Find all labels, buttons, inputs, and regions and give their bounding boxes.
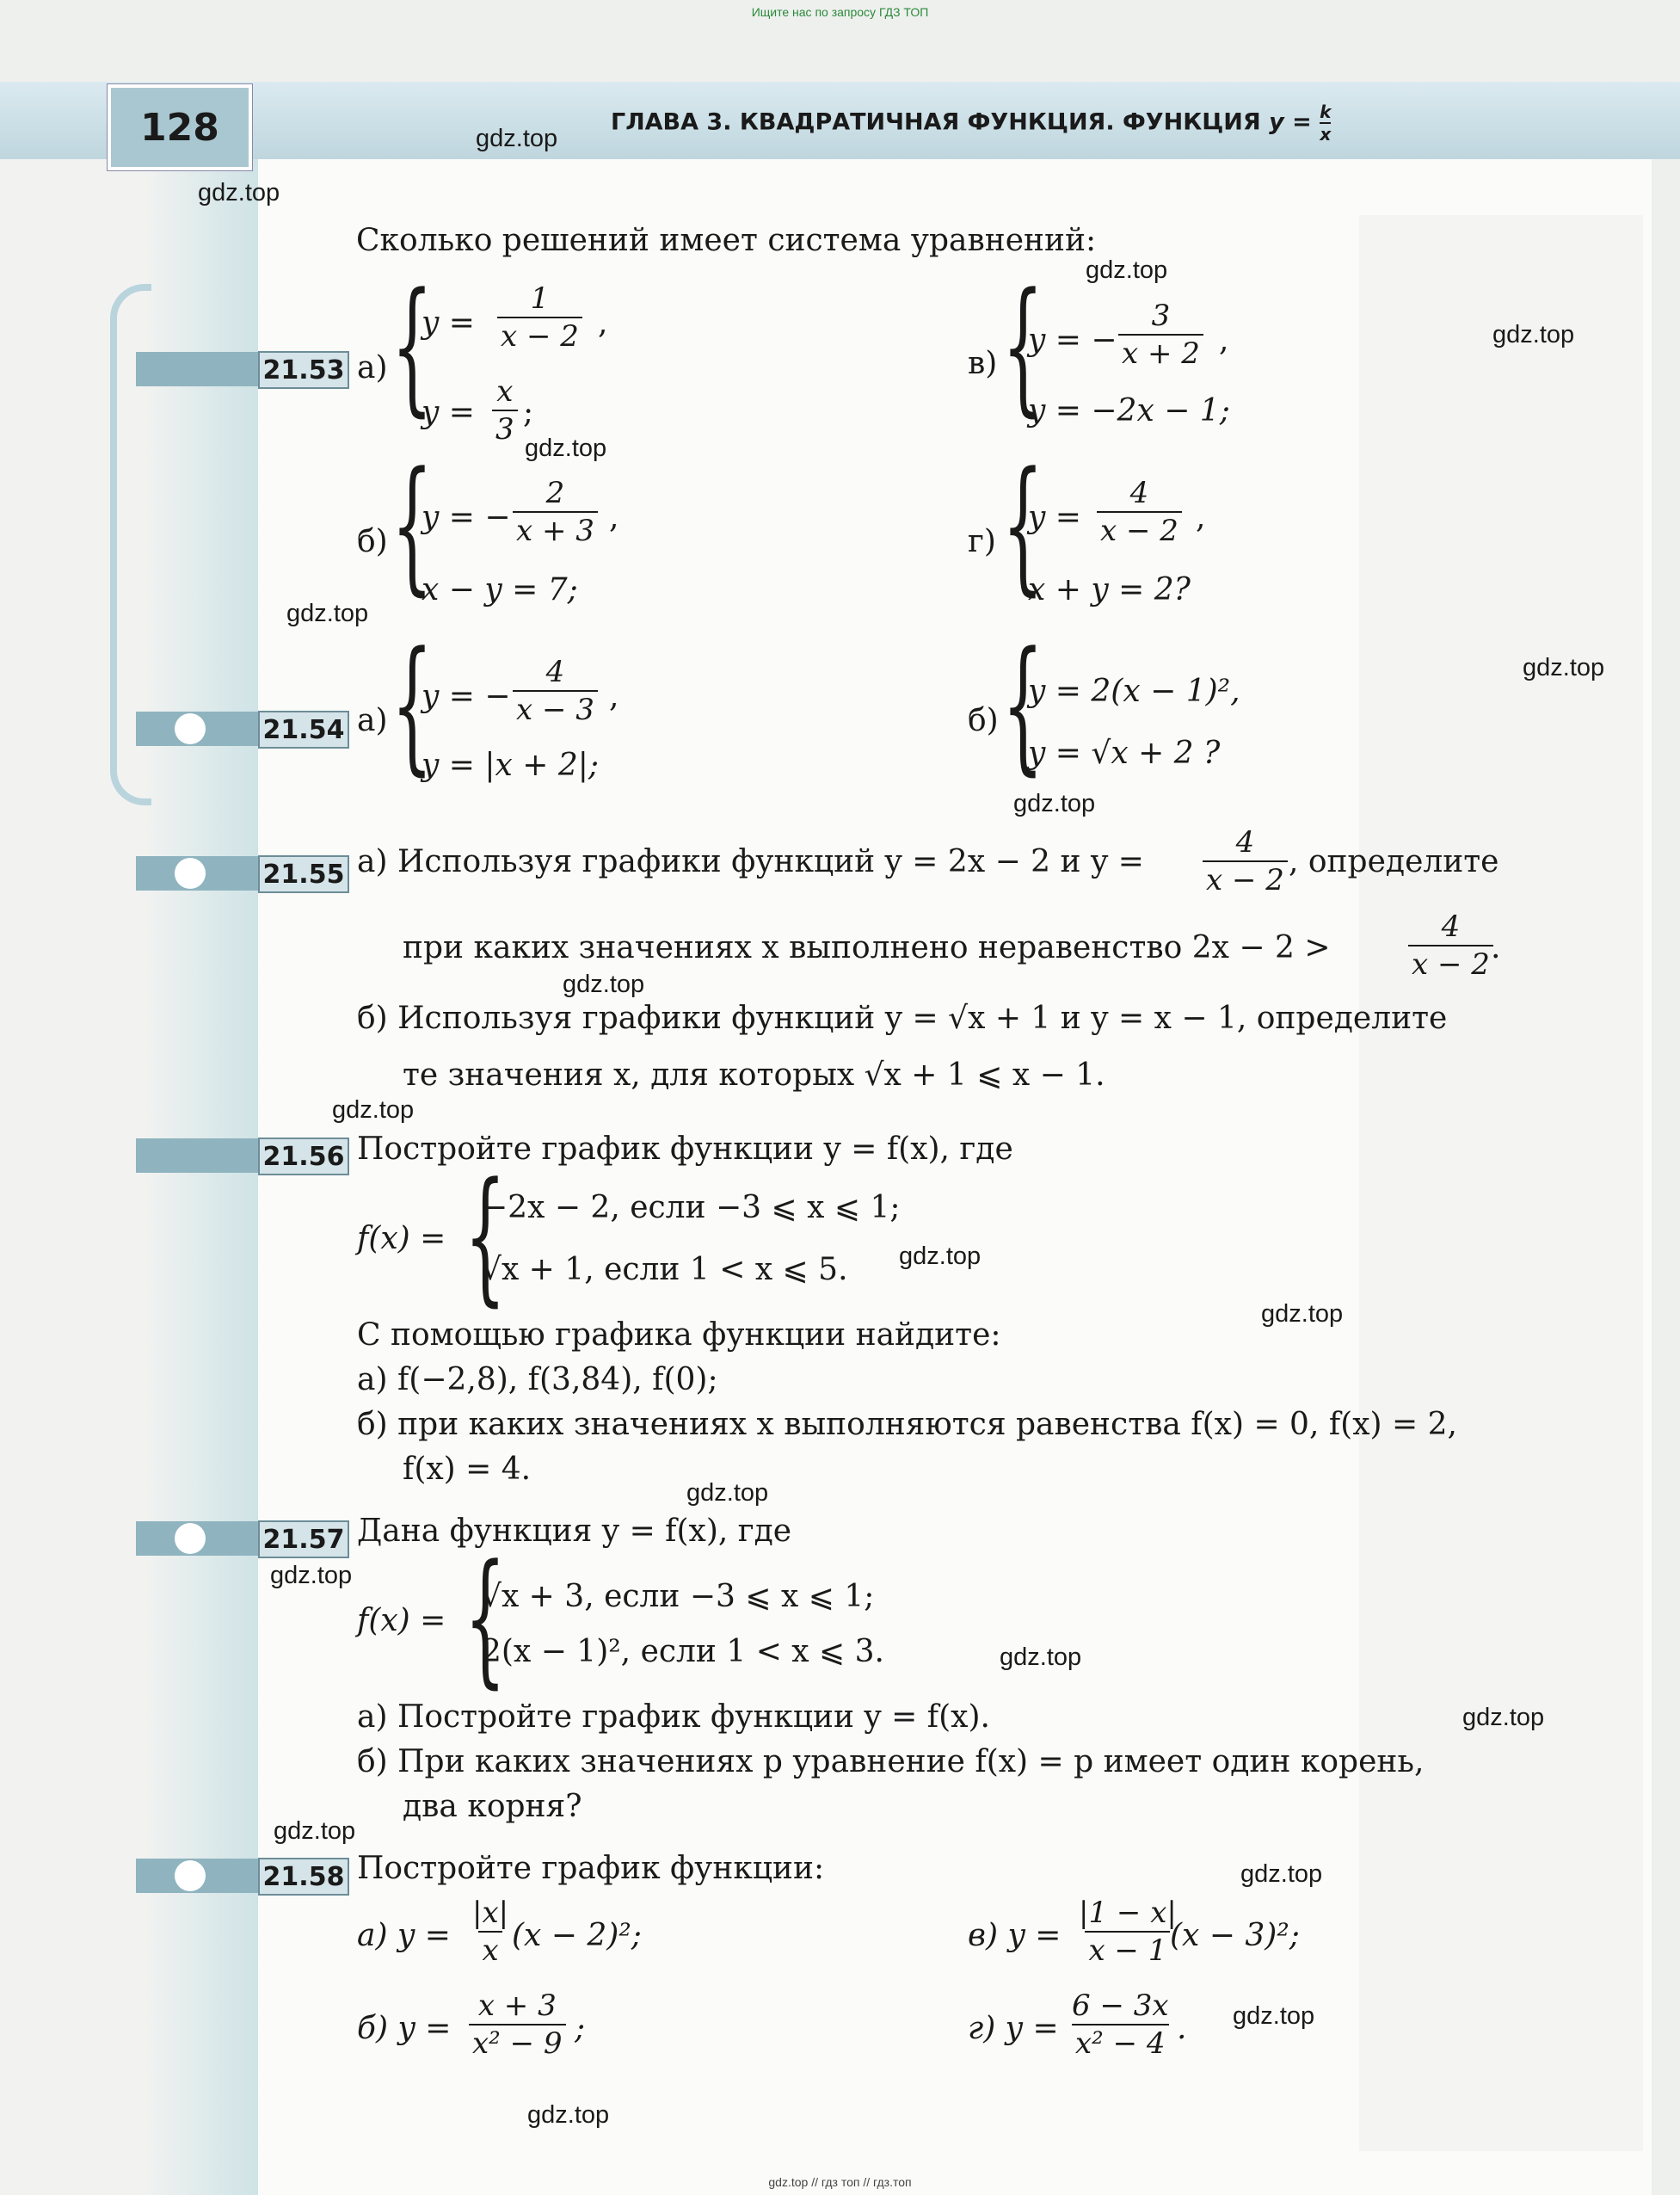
piecewise-case: √x + 1, если 1 < x ⩽ 5.: [482, 1252, 848, 1287]
problem-number: 21.54: [258, 711, 349, 749]
watermark: gdz.top: [1013, 790, 1096, 817]
chapter-frac-den: x: [1320, 124, 1332, 145]
problem-text: а) Используя графики функций y = 2x − 2 и y =: [357, 844, 1144, 879]
problem-text: Дана функция y = f(x), где: [357, 1514, 792, 1549]
problem-text: те значения x, для которых √x + 1 ⩽ x − 1.: [403, 1057, 1105, 1093]
system-brace: {: [1002, 441, 1044, 609]
eq-line: y = −2x − 1;: [1028, 393, 1230, 429]
bottom-note: gdz.top // гдз топ // гдз.топ: [768, 2175, 912, 2189]
numerator: 1: [530, 281, 550, 316]
problem-number: 21.57: [258, 1520, 349, 1558]
denominator: x − 2: [1408, 945, 1493, 979]
eq-lhs: y =: [422, 395, 475, 430]
option-label: б): [968, 703, 999, 738]
problem-text: при каких значениях x выполнено неравенство 2x − 2 >: [403, 930, 1331, 965]
chapter-title: [611, 102, 1331, 145]
bleed-through-shadow: [1359, 215, 1643, 2151]
fraction: [513, 478, 598, 546]
denominator: x − 2: [1097, 511, 1182, 546]
denominator: x² − 4: [1072, 2024, 1169, 2058]
page-number: 128: [108, 84, 252, 170]
chapter-label: ГЛАВА 3.: [611, 108, 732, 136]
watermark: gdz.top: [563, 971, 645, 998]
problem-text: два корня?: [403, 1789, 582, 1824]
option-expr: а) y =: [357, 1918, 451, 1953]
option-expr: (x − 2)²;: [512, 1918, 642, 1953]
punct: ,: [609, 679, 619, 714]
fraction: [1408, 909, 1493, 982]
system-brace: {: [391, 262, 434, 430]
option-expr: г) y =: [968, 2011, 1059, 2046]
numerator: 4: [1441, 909, 1461, 944]
problem-text: , определите: [1289, 844, 1499, 879]
system-brace: {: [391, 441, 434, 609]
system-brace: {: [391, 620, 434, 789]
punct: ,: [609, 500, 619, 535]
eq-line: x − y = 7;: [422, 572, 578, 607]
problem-text: б) Используя графики функций y = √x + 1 и y = x − 1, определите: [357, 1001, 1448, 1036]
fraction: [1075, 1896, 1180, 1968]
problem-text: б) При каких значениях p уравнение f(x) = p имеет один корень,: [357, 1744, 1425, 1779]
intro-text: Сколько решений имеет система уравнений:: [356, 223, 1097, 258]
watermark: gdz.top: [1492, 321, 1575, 348]
option-label: б): [357, 524, 388, 559]
fx-label: f(x) =: [357, 1603, 446, 1638]
punct: ;: [523, 395, 534, 430]
punct: ,: [1196, 500, 1206, 535]
chapter-fraction: [1320, 102, 1331, 145]
denominator: x² − 9: [469, 2024, 566, 2058]
piecewise-brace: {: [465, 1533, 507, 1702]
problem-number: 21.58: [258, 1858, 349, 1896]
difficulty-dot: [175, 858, 206, 889]
eq-line: y = |x + 2|;: [422, 748, 600, 783]
system-brace: {: [1002, 620, 1044, 789]
fraction: [1068, 1988, 1172, 2061]
denominator: x − 1: [1085, 1931, 1170, 1965]
watermark: gdz.top: [286, 600, 369, 627]
denominator: x − 2: [1203, 860, 1288, 895]
eq-lhs: y = −: [422, 500, 511, 535]
punct: ,: [1219, 323, 1229, 358]
denominator: x + 2: [1118, 334, 1203, 368]
numerator: 2: [545, 476, 565, 510]
chapter-frac-num: k: [1320, 102, 1332, 122]
option-label: а): [357, 350, 388, 385]
problem-text: Постройте график функции:: [357, 1851, 825, 1886]
fraction: [513, 655, 598, 727]
numerator: x: [496, 374, 514, 409]
difficulty-dot: [175, 713, 206, 744]
option-expr: (x − 3)²;: [1170, 1918, 1300, 1953]
fraction: [1118, 299, 1203, 371]
option-expr: в) y =: [968, 1918, 1062, 1953]
fraction: [492, 374, 518, 447]
watermark: gdz.top: [1000, 1643, 1082, 1671]
watermark: gdz.top: [1462, 1704, 1545, 1731]
watermark: gdz.top: [1523, 654, 1605, 681]
fraction: [1097, 478, 1182, 546]
numerator: 4: [545, 655, 565, 689]
problem-number: 21.53: [258, 351, 349, 389]
option-expr: .: [1177, 2011, 1187, 2046]
difficulty-dot: [175, 1523, 206, 1554]
fraction: [469, 1896, 512, 1968]
watermark: gdz.top: [1261, 1300, 1344, 1328]
problem-number: 21.55: [258, 855, 349, 893]
problem-text: а) Постройте график функции y = f(x).: [357, 1699, 990, 1735]
denominator: x: [478, 1931, 502, 1965]
system-brace: {: [1002, 262, 1044, 430]
fraction: [497, 281, 582, 354]
fraction: [469, 1988, 566, 2061]
eq-line: y = √x + 2 ?: [1028, 736, 1221, 771]
watermark: gdz.top: [1233, 2002, 1315, 2030]
eq-lhs: y =: [1028, 500, 1081, 535]
watermark: gdz.top: [274, 1817, 356, 1845]
numerator: 3: [1151, 299, 1171, 333]
fraction: [1203, 825, 1288, 897]
option-label: г): [968, 524, 996, 559]
problem-text: Постройте график функции y = f(x), где: [357, 1131, 1013, 1167]
watermark: gdz.top: [899, 1242, 982, 1270]
problem-text: а) f(−2,8), f(3,84), f(0);: [357, 1362, 718, 1397]
problem-number: 21.56: [258, 1138, 349, 1175]
problem-text: С помощью графика функции найдите:: [357, 1317, 1001, 1353]
denominator: x − 3: [513, 690, 598, 724]
numerator: 4: [1129, 476, 1149, 510]
eq-line: x + y = 2?: [1028, 572, 1191, 607]
watermark: gdz.top: [198, 179, 280, 207]
denominator: 3: [492, 410, 518, 444]
option-label: в): [968, 346, 998, 381]
top-note: Ищите нас по запросу ГДЗ ТОП: [751, 5, 929, 19]
eq-lhs: y = −: [422, 679, 511, 714]
numerator: 4: [1235, 825, 1255, 860]
problem-text: .: [1491, 930, 1501, 965]
piecewise-case: 2(x − 1)², если 1 < x ⩽ 3.: [482, 1634, 884, 1669]
watermark: gdz.top: [527, 2101, 610, 2129]
eq-line: y = 2(x − 1)²,: [1028, 674, 1240, 709]
watermark: gdz.top: [476, 125, 558, 152]
denominator: x + 3: [513, 511, 598, 546]
eq-lhs: y =: [422, 305, 475, 341]
denominator: x − 2: [497, 317, 582, 351]
fx-label: f(x) =: [357, 1221, 446, 1256]
watermark: gdz.top: [270, 1562, 353, 1589]
chapter-func-lhs: y =: [1269, 108, 1312, 136]
problem-text: f(x) = 4.: [403, 1452, 532, 1487]
watermark: gdz.top: [525, 435, 607, 462]
punct: ,: [598, 305, 608, 341]
numerator: x + 3: [477, 1988, 557, 2023]
piecewise-case: −2x − 2, если −3 ⩽ x ⩽ 1;: [482, 1190, 901, 1225]
watermark: gdz.top: [1240, 1860, 1323, 1888]
piecewise-brace: {: [465, 1151, 507, 1320]
numerator: |x|: [472, 1896, 509, 1930]
difficulty-dot: [175, 1860, 206, 1891]
numerator: |1 − x|: [1079, 1896, 1177, 1930]
option-expr: ;: [575, 2011, 586, 2046]
piecewise-case: √x + 3, если −3 ⩽ x ⩽ 1;: [482, 1579, 875, 1614]
option-expr: б) y =: [357, 2011, 452, 2046]
watermark: gdz.top: [1086, 256, 1168, 284]
problem-text: б) при каких значениях x выполняются равенства f(x) = 0, f(x) = 2,: [357, 1407, 1457, 1442]
watermark: gdz.top: [332, 1096, 415, 1124]
chapter-name: КВАДРАТИЧНАЯ ФУНКЦИЯ. ФУНКЦИЯ: [739, 108, 1261, 136]
option-label: а): [357, 703, 388, 738]
numerator: 6 − 3x: [1072, 1988, 1169, 2023]
watermark: gdz.top: [686, 1479, 769, 1507]
eq-lhs: y = −: [1028, 323, 1117, 358]
